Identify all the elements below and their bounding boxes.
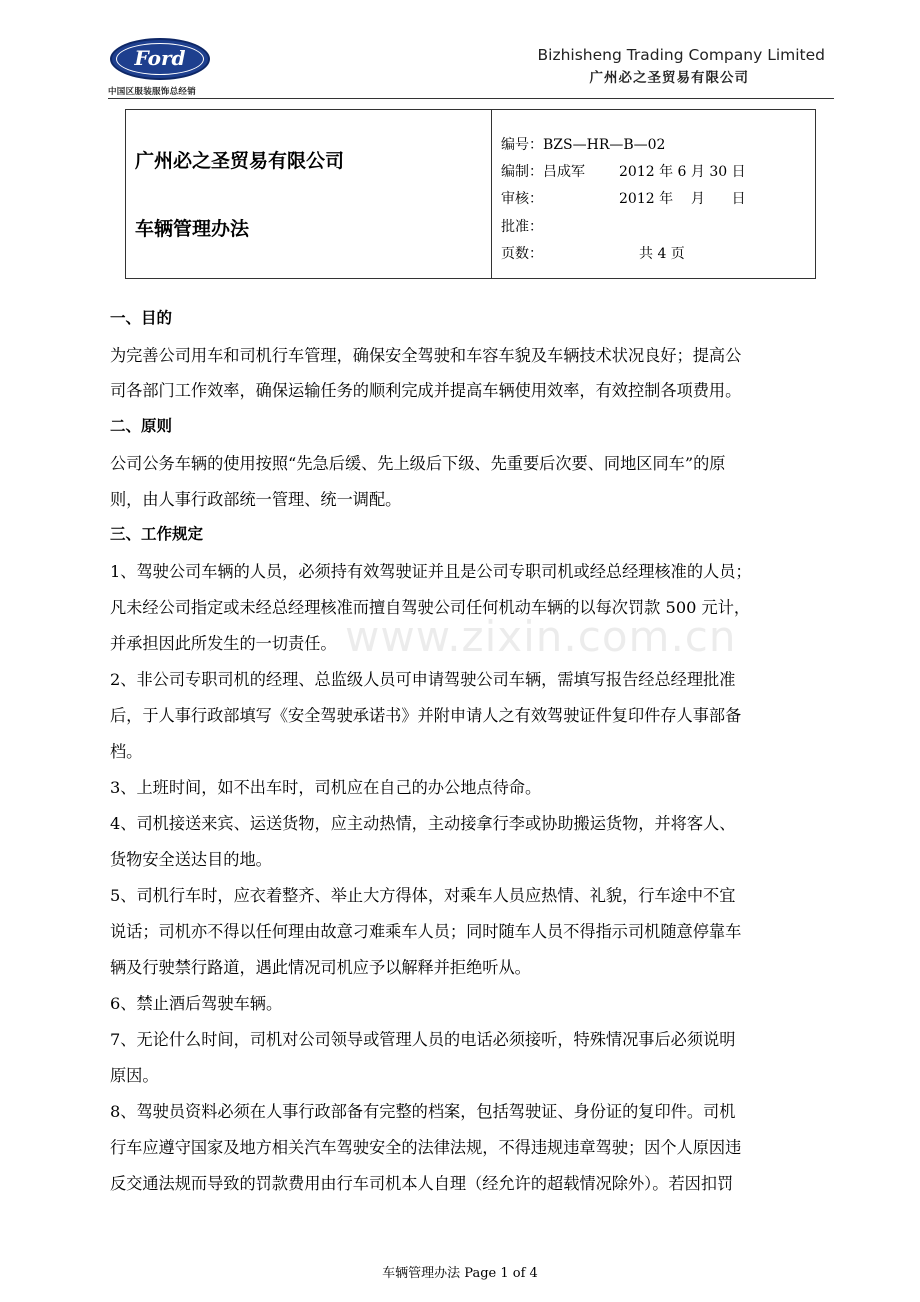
body-line: 公司公务车辆的使用按照“先急后缓、先上级后下级、先重要后次要、同地区同车”的原 xyxy=(110,454,726,473)
section-heading-principle: 二、原则 xyxy=(110,417,173,435)
info-label: 批准： xyxy=(501,219,543,235)
body-line: 并承担因此所发生的一切责任。 xyxy=(110,634,337,653)
body-line: 反交通法规而导致的罚款费用由行车司机本人自理（经允许的超载情况除外）。若因扣罚 xyxy=(110,1174,734,1193)
body-line: 原因。 xyxy=(110,1066,159,1085)
info-table-left-cell xyxy=(126,110,492,278)
body-line: 5、司机行车时，应衣着整齐、举止大方得体，对乘车人员应热情、礼貌，行车途中不宜 xyxy=(110,886,736,905)
info-row-pages xyxy=(501,243,685,263)
logo-subtitle: 中国区服装服饰总经销 xyxy=(108,87,197,97)
page-header xyxy=(0,0,920,100)
body-line: 6、禁止酒后驾驶车辆。 xyxy=(110,994,283,1013)
body-line: 后，于人事行政部填写《安全驾驶承诺书》并附申请人之有效驾驶证件复印件存人事部备 xyxy=(110,706,742,725)
body-line: 1、驾驶公司车辆的人员，必须持有效驾驶证并且是公司专职司机或经总经理核准的人员； xyxy=(110,562,752,581)
body-line: 行车应遵守国家及地方相关汽车驾驶安全的法律法规，不得违规违章驾驶；因个人原因违 xyxy=(110,1138,742,1157)
body-line: 档。 xyxy=(110,742,143,761)
body-line: 2、非公司专职司机的经理、总监级人员可申请驾驶公司车辆，需填写报告经总经理批准 xyxy=(110,670,736,689)
company-name-english: Bizhisheng Trading Company Limited xyxy=(537,46,825,64)
body-line: 凡未经公司指定或未经总经理核准而擅自驾驶公司任何机动车辆的以每次罚款 500 元计， xyxy=(110,598,751,617)
info-value: 吕成军 xyxy=(543,164,585,180)
body-line: 3、上班时间，如不出车时，司机应在自己的办公地点待命。 xyxy=(110,778,542,797)
body-line: 辆及行驶禁行路道，遇此情况司机应予以解释并拒绝听从。 xyxy=(110,958,531,977)
body-line: 则，由人事行政部统一管理、统一调配。 xyxy=(110,490,402,509)
body-line: 货物安全送达目的地。 xyxy=(110,850,272,869)
section-heading-rules: 三、工作规定 xyxy=(110,525,204,543)
header-divider xyxy=(108,98,834,99)
info-label: 编号： xyxy=(501,137,543,153)
body-line: 8、驾驶员资料必须在人事行政部备有完整的档案，包括驾驶证、身份证的复印件。司机 xyxy=(110,1102,736,1121)
info-label: 编制： xyxy=(501,164,543,180)
page-footer: 车辆管理办法 Page 1 of 4 xyxy=(382,1266,538,1281)
logo-oval-icon xyxy=(110,38,210,80)
info-value: BZS—HR—B—02 xyxy=(543,137,666,153)
body-line: 7、无论什么时间，司机对公司领导或管理人员的电话必须接听，特殊情况事后必须说明 xyxy=(110,1030,736,1049)
document-title: 车辆管理办法 xyxy=(135,218,250,240)
info-date: 2012 年 月 日 xyxy=(619,191,746,207)
body-line: 说话；司机亦不得以任何理由故意刁难乘车人员；同时随车人员不得指示司机随意停靠车 xyxy=(110,922,742,941)
ford-logo xyxy=(108,38,218,97)
info-date: 2012 年 6 月 30 日 xyxy=(619,164,746,180)
document-info-table xyxy=(125,109,816,279)
body-line: 司各部门工作效率，确保运输任务的顺利完成并提高车辆使用效率，有效控制各项费用。 xyxy=(110,381,742,400)
info-page-count: 共 4 页 xyxy=(639,246,685,262)
watermark: www.zixin.com.cn xyxy=(345,612,737,661)
info-row-number xyxy=(501,134,665,154)
body-line: 为完善公司用车和司机行车管理，确保安全驾驶和车容车貌及车辆技术状况良好；提高公 xyxy=(110,346,742,365)
info-row-author xyxy=(501,161,746,181)
logo-text: Ford xyxy=(134,46,186,70)
info-label: 页数： xyxy=(501,246,543,262)
company-name-chinese: 广州必之圣贸易有限公司 xyxy=(589,70,749,86)
body-line: 4、司机接送来宾、运送货物，应主动热情，主动接拿行李或协助搬运货物，并将客人、 xyxy=(110,814,736,833)
info-row-review xyxy=(501,188,746,208)
info-row-approval xyxy=(501,216,543,236)
info-table-right-cell xyxy=(492,110,815,278)
info-label: 审核： xyxy=(501,191,543,207)
table-company-name: 广州必之圣贸易有限公司 xyxy=(135,150,345,172)
section-heading-purpose: 一、目的 xyxy=(110,309,173,327)
